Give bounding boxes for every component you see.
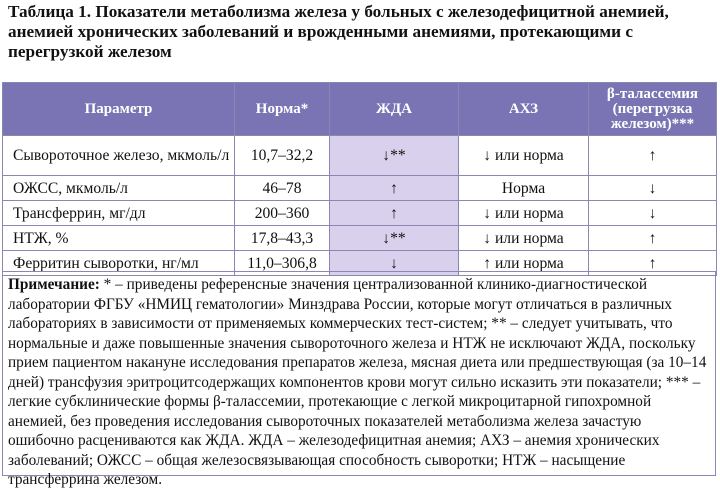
table-header-row (3, 83, 717, 136)
cell-ahz: Норма (459, 176, 589, 201)
cell-param: ОЖСС, мкмоль/л (3, 176, 235, 201)
cell-zda: ↑ (330, 201, 459, 226)
table-title: Таблица 1. Показатели метаболизма железа у больных с железодефицитной анемией, анемией хронических заболеваний и врожденными анемиями, протекающими с перегрузкой железом (8, 2, 669, 61)
header-ahz: АХЗ (459, 83, 589, 136)
cell-thal: ↓ (589, 201, 717, 226)
header-thal: β-талассемия (перегрузка железом)*** (589, 83, 717, 136)
cell-norm: 10,7–32,2 (235, 136, 330, 176)
cell-param: НТЖ, % (3, 226, 235, 251)
cell-ahz: ↓ или норма (459, 226, 589, 251)
cell-zda: ↓** (330, 136, 459, 176)
cell-thal: ↑ (589, 226, 717, 251)
iron-metabolism-table (2, 82, 717, 276)
table-row (3, 226, 717, 251)
table-row (3, 136, 717, 176)
footnote-text: * – приведены референсные значения централизованной клинико-диагностической лаборатории ФГБУ «НМИЦ гематологии» Минздрава России, которые могут отличаться в различных лабораториях в зависимости от применяемых коммерческих тест-систем; ** – следует учитывать, что нормальные и даже повышенные значения сывороточного железа и НТЖ не исключают ЖДА, поскольку прием пациентом накануне исследования препаратов железа, мясная диета или предшествующая (за 10–14 дней) трансфузия эритроцитсодержащих компонентов крови могут сильно исказить эти показатели; *** – легкие субклинические формы β-талассемии, протекающие с легкой микроцитарной гипохромной анемией, без проведения исследования сывороточных показателей метаболизма железа зачастую ошибочно расцениваются как ЖДА. ЖДА – железодефицитная анемия; АХЗ – анемия хронических заболеваний; ОЖСС – общая железосвязывающая способность сыворотки; НТЖ – насыщение трансферрина железом. (8, 276, 707, 488)
header-zda: ЖДА (330, 83, 459, 136)
header-param: Параметр (3, 83, 235, 136)
cell-thal: ↓ (589, 176, 717, 201)
header-norm: Норма* (235, 83, 330, 136)
cell-zda: ↓ (330, 251, 459, 276)
cell-param: Ферритин сыворотки, нг/мл (3, 251, 235, 276)
cell-norm: 17,8–43,3 (235, 226, 330, 251)
footnote-label: Примечание: (8, 276, 100, 293)
cell-ahz: ↓ или норма (459, 136, 589, 176)
table-row (3, 201, 717, 226)
cell-zda: ↓** (330, 226, 459, 251)
table-row (3, 176, 717, 201)
cell-param: Трансферрин, мг/дл (3, 201, 235, 226)
cell-thal: ↑ (589, 251, 717, 276)
cell-zda: ↑ (330, 176, 459, 201)
cell-norm: 46–78 (235, 176, 330, 201)
cell-ahz: ↑ или норма (459, 251, 589, 276)
cell-thal: ↑ (589, 136, 717, 176)
cell-ahz: ↓ или норма (459, 201, 589, 226)
cell-norm: 200–360 (235, 201, 330, 226)
cell-norm: 11,0–306,8 (235, 251, 330, 276)
cell-param: Сывороточное железо, мкмоль/л (3, 136, 235, 176)
table-footnote (2, 271, 716, 488)
